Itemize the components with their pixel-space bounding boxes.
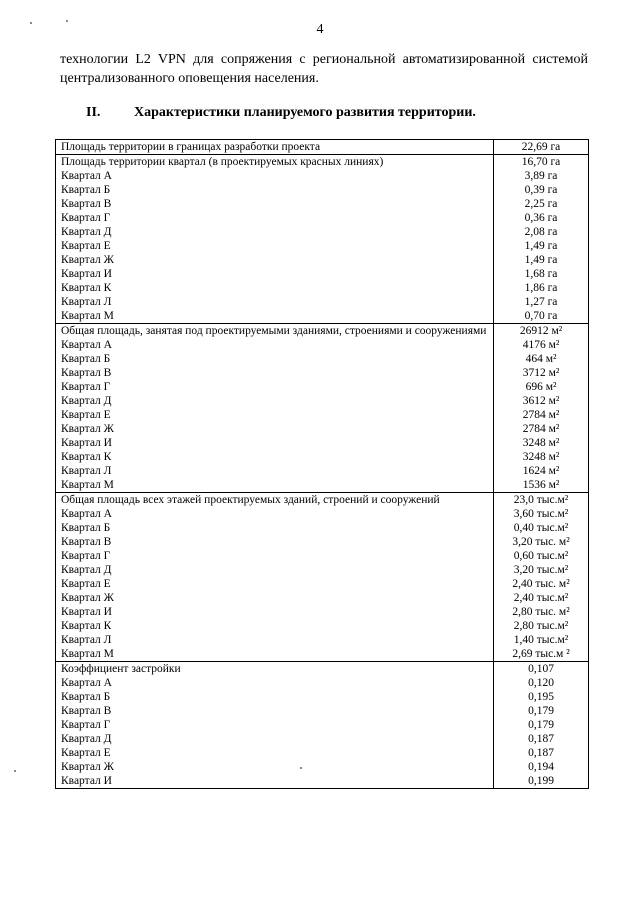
table-cell-label: Квартал Г bbox=[56, 211, 494, 225]
table-cell-label: Площадь территории квартал (в проектируемых красных линиях) bbox=[56, 155, 494, 170]
table-cell-value: 0,120 bbox=[494, 676, 589, 690]
table-row bbox=[56, 183, 589, 197]
table-cell-label: Общая площадь, занятая под проектируемыми зданиями, строениями и сооружениями bbox=[56, 324, 494, 339]
table-cell-label: Квартал Е bbox=[56, 408, 494, 422]
table-cell-value: 16,70 га bbox=[494, 155, 589, 170]
table-cell-value: 3248 м² bbox=[494, 450, 589, 464]
table-cell-value: 26912 м² bbox=[494, 324, 589, 339]
table-cell-label: Площадь территории в границах разработки проекта bbox=[56, 140, 494, 155]
table-cell-label: Квартал Д bbox=[56, 225, 494, 239]
table-cell-value: 23,0 тыс.м² bbox=[494, 493, 589, 508]
table-row bbox=[56, 535, 589, 549]
section-heading bbox=[86, 104, 586, 122]
table-cell-label: Квартал В bbox=[56, 535, 494, 549]
table-cell-label: Квартал Д bbox=[56, 394, 494, 408]
scan-speck bbox=[14, 770, 16, 772]
table-cell-label: Коэффициент застройки bbox=[56, 662, 494, 677]
table-cell-value: 1536 м² bbox=[494, 478, 589, 493]
table-cell-value: 2784 м² bbox=[494, 422, 589, 436]
table-cell-value: 3,20 тыс. м² bbox=[494, 535, 589, 549]
table-cell-value: 22,69 га bbox=[494, 140, 589, 155]
table-cell-value: 696 м² bbox=[494, 380, 589, 394]
table-cell-label: Квартал Е bbox=[56, 746, 494, 760]
table-row bbox=[56, 253, 589, 267]
table-cell-label: Квартал И bbox=[56, 436, 494, 450]
table-row bbox=[56, 309, 589, 324]
table-row bbox=[56, 605, 589, 619]
table-cell-value: 0,195 bbox=[494, 690, 589, 704]
table-row bbox=[56, 704, 589, 718]
table-cell-value: 0,199 bbox=[494, 774, 589, 789]
table-cell-value: 2,08 га bbox=[494, 225, 589, 239]
table-cell-label: Квартал Е bbox=[56, 577, 494, 591]
table-cell-value: 3248 м² bbox=[494, 436, 589, 450]
table-row bbox=[56, 633, 589, 647]
table-cell-value: 1,40 тыс.м² bbox=[494, 633, 589, 647]
table-cell-value: 1,27 га bbox=[494, 295, 589, 309]
table-cell-label: Квартал В bbox=[56, 197, 494, 211]
table-row bbox=[56, 718, 589, 732]
table-cell-label: Квартал А bbox=[56, 169, 494, 183]
table-cell-label: Квартал Л bbox=[56, 464, 494, 478]
table-cell-label: Квартал М bbox=[56, 478, 494, 493]
table-cell-label: Квартал И bbox=[56, 267, 494, 281]
table-cell-label: Квартал А bbox=[56, 338, 494, 352]
table-row bbox=[56, 211, 589, 225]
table-row bbox=[56, 225, 589, 239]
table-row bbox=[56, 197, 589, 211]
table-row bbox=[56, 450, 589, 464]
table-cell-value: 2,40 тыс.м² bbox=[494, 591, 589, 605]
table-cell-value: 464 м² bbox=[494, 352, 589, 366]
table-row bbox=[56, 619, 589, 633]
table-cell-label: Квартал В bbox=[56, 704, 494, 718]
table-cell-label: Квартал Г bbox=[56, 549, 494, 563]
scan-speck bbox=[66, 20, 68, 22]
table-cell-label: Квартал Е bbox=[56, 239, 494, 253]
table-cell-value: 0,179 bbox=[494, 704, 589, 718]
table-row bbox=[56, 338, 589, 352]
table-cell-value: 1,68 га bbox=[494, 267, 589, 281]
table-row bbox=[56, 394, 589, 408]
table-row bbox=[56, 577, 589, 591]
section-number: II. bbox=[86, 105, 101, 120]
table-cell-value: 4176 м² bbox=[494, 338, 589, 352]
table-cell-value: 3,20 тыс.м² bbox=[494, 563, 589, 577]
table-cell-value: 2,69 тыс.м ² bbox=[494, 647, 589, 662]
table-row bbox=[56, 352, 589, 366]
table-row bbox=[56, 478, 589, 493]
table-cell-label: Квартал Ж bbox=[56, 760, 494, 774]
page-number: 4 bbox=[316, 22, 324, 37]
table-cell-value: 2,80 тыс.м² bbox=[494, 619, 589, 633]
table-cell-label: Квартал И bbox=[56, 774, 494, 789]
table-row bbox=[56, 408, 589, 422]
table-cell-label: Квартал Г bbox=[56, 718, 494, 732]
table-group-header-row bbox=[56, 324, 589, 339]
table-cell-label: Квартал В bbox=[56, 366, 494, 380]
table-cell-label: Квартал М bbox=[56, 647, 494, 662]
table-cell-label: Квартал Б bbox=[56, 690, 494, 704]
table-cell-label: Квартал К bbox=[56, 619, 494, 633]
table-row bbox=[56, 169, 589, 183]
table-row bbox=[56, 647, 589, 662]
table-cell-value: 2,80 тыс. м² bbox=[494, 605, 589, 619]
table-row bbox=[56, 521, 589, 535]
table-row bbox=[56, 774, 589, 789]
table-cell-label: Квартал Ж bbox=[56, 253, 494, 267]
table-cell-value: 1,86 га bbox=[494, 281, 589, 295]
table-row bbox=[56, 549, 589, 563]
section-title: Характеристики планируемого развития территории. bbox=[134, 105, 476, 120]
table-group-header-row bbox=[56, 662, 589, 677]
table-cell-label: Общая площадь всех этажей проектируемых зданий, строений и сооружений bbox=[56, 493, 494, 508]
table-cell-value: 2,40 тыс. м² bbox=[494, 577, 589, 591]
table-row bbox=[56, 295, 589, 309]
table-cell-label: Квартал Ж bbox=[56, 591, 494, 605]
table-cell-value: 3712 м² bbox=[494, 366, 589, 380]
scan-speck bbox=[30, 22, 32, 24]
table-row bbox=[56, 422, 589, 436]
table-row bbox=[56, 690, 589, 704]
table-cell-value: 3,89 га bbox=[494, 169, 589, 183]
table-row bbox=[56, 760, 589, 774]
table-row bbox=[56, 591, 589, 605]
table-cell-value: 2784 м² bbox=[494, 408, 589, 422]
table-group-header-row bbox=[56, 140, 589, 155]
table-cell-label: Квартал И bbox=[56, 605, 494, 619]
table-cell-label: Квартал А bbox=[56, 676, 494, 690]
table-cell-value: 0,40 тыс.м² bbox=[494, 521, 589, 535]
table-cell-value: 1624 м² bbox=[494, 464, 589, 478]
table-cell-value: 0,187 bbox=[494, 746, 589, 760]
table-cell-value: 0,60 тыс.м² bbox=[494, 549, 589, 563]
table-cell-value: 0,179 bbox=[494, 718, 589, 732]
table-cell-label: Квартал Б bbox=[56, 352, 494, 366]
table-cell-label: Квартал М bbox=[56, 309, 494, 324]
table-cell-value: 0,187 bbox=[494, 732, 589, 746]
table-cell-value: 0,39 га bbox=[494, 183, 589, 197]
table-cell-label: Квартал Б bbox=[56, 183, 494, 197]
table-row bbox=[56, 366, 589, 380]
table-cell-value: 1,49 га bbox=[494, 253, 589, 267]
table-row bbox=[56, 380, 589, 394]
scan-speck bbox=[300, 767, 302, 769]
table-row bbox=[56, 267, 589, 281]
table-cell-label: Квартал Г bbox=[56, 380, 494, 394]
table-cell-label: Квартал А bbox=[56, 507, 494, 521]
table-row bbox=[56, 436, 589, 450]
table-row bbox=[56, 732, 589, 746]
characteristics-table bbox=[55, 139, 589, 789]
table-cell-label: Квартал Б bbox=[56, 521, 494, 535]
table-cell-value: 3612 м² bbox=[494, 394, 589, 408]
table-cell-label: Квартал Л bbox=[56, 633, 494, 647]
table-row bbox=[56, 464, 589, 478]
table-group-header-row bbox=[56, 155, 589, 170]
table-row bbox=[56, 563, 589, 577]
table-row bbox=[56, 746, 589, 760]
table-cell-label: Квартал Д bbox=[56, 732, 494, 746]
table-cell-value: 1,49 га bbox=[494, 239, 589, 253]
table-cell-value: 0,36 га bbox=[494, 211, 589, 225]
table-cell-value: 0,194 bbox=[494, 760, 589, 774]
table-row bbox=[56, 676, 589, 690]
table-row bbox=[56, 239, 589, 253]
intro-paragraph: технологии L2 VPN для сопряжения с региональной автоматизированной системой централизованного оповещения населения. bbox=[60, 52, 588, 86]
table-cell-value: 0,70 га bbox=[494, 309, 589, 324]
table-group-header-row bbox=[56, 493, 589, 508]
table-cell-value: 3,60 тыс.м² bbox=[494, 507, 589, 521]
table-cell-label: Квартал Л bbox=[56, 295, 494, 309]
table-row bbox=[56, 507, 589, 521]
table-cell-label: Квартал К bbox=[56, 281, 494, 295]
table-cell-label: Квартал Ж bbox=[56, 422, 494, 436]
table-cell-value: 2,25 га bbox=[494, 197, 589, 211]
table-cell-value: 0,107 bbox=[494, 662, 589, 677]
table-cell-label: Квартал Д bbox=[56, 563, 494, 577]
table-cell-label: Квартал К bbox=[56, 450, 494, 464]
table-row bbox=[56, 281, 589, 295]
